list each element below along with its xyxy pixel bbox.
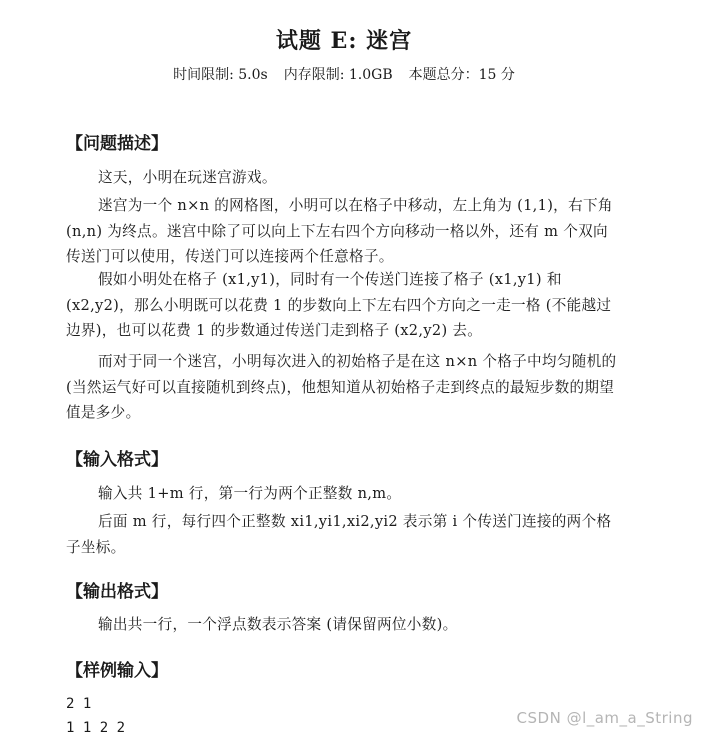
section-heading-description: 【问题描述】 [66, 134, 168, 154]
output-format-paragraph-1: 输出共一行，一个浮点数表示答案 (请保留两位小数)。 [98, 616, 458, 633]
sample-input-line-1: 2 1 [66, 696, 92, 712]
section-heading-sample-input: 【样例输入】 [66, 661, 168, 681]
section-heading-input-format: 【输入格式】 [66, 450, 168, 470]
input-format-paragraph-2: 后面 m 行，每行四个正整数 xi1,yi1,xi2,yi2 表示第 i 个传送门连接的两个格子坐标。 [66, 513, 612, 556]
description-paragraph-2: 迷宫为一个 n×n 的网格图，小明可以在格子中移动，左上角为 (1,1)，右下角 (n,n) 为终点。迷宫中除了可以向上下左右四个方向移动一格以外，还有 m 个双向传送门可以使用，传送门可以连接两个任意格子。 [66, 197, 613, 265]
problem-title: 试题 E: 迷宫 [275, 28, 413, 54]
watermark: CSDN @l_am_a_String [516, 709, 693, 727]
total-score: 本题总分：15 分 [408, 67, 515, 83]
sample-input-line-2: 1 1 2 2 [66, 720, 126, 736]
section-heading-output-format: 【输出格式】 [66, 582, 168, 602]
description-paragraph-3: 假如小明处在格子 (x1,y1)，同时有一个传送门连接了格子 (x1,y1) 和 (x2,y2)，那么小明既可以花费 1 的步数向上下左右四个方向之一走一格 (不能越过边界)，也可以花费 1 的步数通过传送门走到格子 (x2,y2) 去。 [66, 271, 612, 339]
description-paragraph-4: 而对于同一个迷宫，小明每次进入的初始格子是在这 n×n 个格子中均匀随机的 (当然运气好可以直接随机到终点)，他想知道从初始格子走到终点的最短步数的期望值是多少。 [66, 353, 617, 421]
input-format-paragraph-1: 输入共 1+m 行，第一行为两个正整数 n,m。 [98, 485, 402, 502]
problem-meta [0, 64, 688, 86]
description-paragraph-1: 这天，小明在玩迷宫游戏。 [98, 169, 277, 186]
time-limit: 时间限制: 5.0s [173, 67, 268, 83]
memory-limit: 内存限制: 1.0GB [283, 67, 393, 83]
